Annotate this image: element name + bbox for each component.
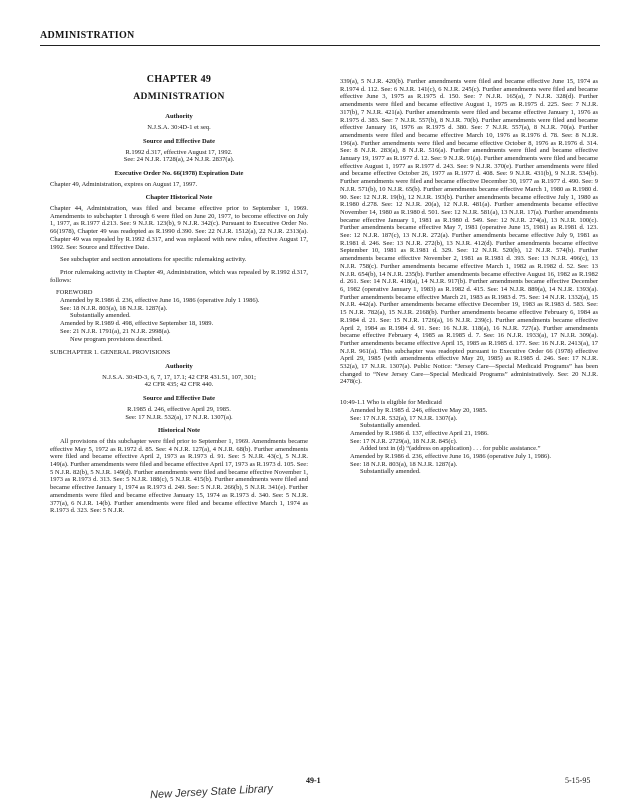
section-note: Amended by R.1985 d. 246, effective May 20, 1985.: [350, 406, 488, 414]
section-note: See: 17 N.J.R. 2729(a), 18 N.J.R. 845(c).: [350, 437, 458, 445]
left-column: [50, 76, 308, 515]
section-note: Substantially amended.: [360, 422, 421, 430]
header-rule: [40, 45, 600, 46]
foreword-entry: New program provisions described.: [70, 335, 163, 343]
exec-order-text: Chapter 49, Administration, expires on August 17, 1997.: [50, 180, 198, 188]
subchapter-source-line: See: 17 N.J.R. 532(a), 17 N.J.R. 1307(a).: [125, 413, 233, 421]
source-line: R.1992 d.317, effective August 17, 1992.: [125, 148, 233, 156]
subchapter-source-line: R.1985 d. 246, effective April 29, 1985.: [127, 405, 231, 413]
foreword-entry: See: 18 N.J.R. 803(a), 18 N.J.R. 1287(a).: [60, 304, 168, 312]
exec-order-heading: Executive Order No. 66(1978) Expiration Date: [114, 169, 244, 177]
section-note: Substantially amended.: [360, 468, 421, 476]
foreword-entry: Amended by R.1986 d. 236, effective June 16, 1986 (operative July 1 1986).: [60, 297, 260, 305]
subchapter-authority-heading: Authority: [165, 362, 193, 370]
chapter-historical-heading: Chapter Historical Note: [145, 194, 213, 202]
section-note: Amended by R.1986 d. 236, effective June 16, 1986 (operative July 1, 1986).: [350, 453, 551, 461]
supplement-date: 5-15-95: [565, 776, 591, 785]
section-note: Amended by R.1986 d. 137, effective April 21, 1986.: [350, 429, 489, 437]
see-supplement-text: See subchapter and section annotations for specific rulemaking activity.: [60, 256, 247, 264]
subchapter-authority-text: 42 CFR 435; 42 CFR 440.: [144, 381, 214, 389]
subchapter-authority-text: N.J.S.A. 30:4D-3, 6, 7, 17, 17.1; 42 CFR 431.51, 107, 301;: [102, 373, 256, 381]
section-note: See: 18 N.J.R. 803(a), 18 N.J.R. 1287(a).: [350, 460, 458, 468]
foreword-entry: Substantially amended.: [70, 312, 131, 320]
source-line: See: 24 N.J.R. 1728(a), 24 N.J.R. 2837(a).: [123, 156, 235, 164]
historical-note-continued: 339(a), 5 N.J.R. 420(b). Further amendments were filed and became effective June 15, 1974 as R.1974 d. 112. See: 6 N.J.R. 141(c), 6 N.J.R. 245(c). Further amendments were filed and became effective June 3, 1975 as R.1975 d. 150. See: 7 N.J.R. 165(a), 7 N.J.R. 328(d). Further amendments were filed and became effective August 1, 1975 as R.1975 d. 225. See: 7 N.J.R. 317(b), 7 N.J.R. 421(a). Further amendments were filed and became effective January 1, 1976 as R.1975 d. 383. See: 7 N.J.R. 557(b), 8 N.J.R. 70(b). Further amendments were filed and became effective January 16, 1976 as R.1975 d. 380. See: 7 N.J.R. 557(a), 8 N.J.R. 70(a). Further amendments were filed and became effective March 10, 1976 as R.1976 d. 78. See: 8 N.J.R. 196(a). Further amendments were filed and became effective October 8, 1976 as R.1976 d. 314. See: 8 N.J.R. 283(a), 8 N.J.R. 516(a). Further amendments were filed and became effective January 19, 1977 as R.1977 d. 12. See: 9 N.J.R. 91(a). Further amendments were filed and became effective August 1, 1977 as R.1977 d. 243. See: 9 N.J.R. 370(e). Further amendments were filed and became effective October 26, 1977 as R.1977 d. 408. See: 9 N.J.R. 431(b), 9 N.J.R. 534(b). Further amendments were filed and became effective December 30, 1977 as R.1977 d. 490. See: 9 N.J.R. 571(b), 10 N.J.R. 65(b). Further amendments became effective March 1, 1980 as R.1980 d. 90. See: 12 N.J.R. 19(b), 12 N.J.R. 193(b). Further amendments became effective July 1, 1980 as R.1980 d.278. See: 12 N.J.R. 20(a), 12 N.J.R. 481(a). Further amendments became effective November 14, 1980 as R.1980 d. 501. See: 12 N.J.R. 581(a), 13 N.J.R. 17(a). Further amendments became effective January 1, 1981 as R.1980 d. 549. See: 12 N.J.R. 274(a), 13 N.J.R. 100(c). Further amendments became effective May 7, 1981 (operative June 15, 1981) as R.1981 d. 123. See: 12 N.J.R. 187(c), 13 N.J.R. 272(a). Further amendments became effective July 9, 1981 as R.1981 d. 246. See: 13 N.J.R. 272(b), 13 N.J.R. 412(d). Further amendments became effective September 10, 1981 as R.1981 d. 329. See: 12 N.J.R. 520(b), 12 N.J.R. 574(b). Further amendments became effective November 2, 1981 as R.1981 d. 393. See: 13 N.J.R. 496(c), 13 N.J.R. 758(c). Further amendments became effective March 1, 1982 as R.1982 d. 52. See: 13 N.J.R. 654(b), 14 N.J.R. 235(b). Further amendments became effective August 16, 1982 as R.1982 d. 261. See: 14 N.J.R. 418(a), 14 N.J.R. 917(b). Further amendments became effective December 6, 1982 (operative January 1, 1983) as R.1982 d. 415. See: 14 N.J.R. 889(a), 14 N.J.R. 1393(a). Further amendments became effective March 21, 1983 as R.1983 d. 75. See: 14 N.J.R. 1332(a), 15 N.J.R. 442(a). Further amendments became effective December 19, 1983 as R.1983 d. 583. See: 15 N.J.R. 782(a), 15 N.J.R. 2168(b). Further amendments became effective February 6, 1984 as R.1984 d. 21. See: 15 N.J.R. 1726(a), 16 N.J.R. 239(c). Further amendments became effective April 2, 1984 as R.1984 d. 91. See: 16 N.J.R. 118(a), 16 N.J.R. 727(a). Further amendments became effective February 4, 1985 as R.1985 d. 7. See: 16 N.J.R. 1933(a), 17 N.J.R. 309(a). Further amendments became effective April 15, 1985 as R.1985 d. 177. See: 16 N.J.R. 2413(a), 17 N.J.R. 961(a). This subchapter was readopted pursuant to Executive Order 66 (1978) effective April 29, 1985 (with amendments effective May 20, 1985) as R.1985 d. 246. See: 17 N.J.R. 532(a), 17 N.J.R. 1307(a). Public Notice: “Jersey Care—Special Medicaid Programs” has been changed to “New Jersey Care—Special Medicaid Programs” administratively. See: 20 N.J.R. 2478(c).: [340, 78, 598, 386]
subchapter-title: SUBCHAPTER 1. GENERAL PROVISIONS: [50, 349, 171, 357]
right-column: [340, 78, 598, 476]
section-note: See: 17 N.J.R. 532(a), 17 N.J.R. 1307(a).: [350, 414, 458, 422]
historical-note-text: All provisions of this subchapter were filed prior to September 1, 1969. Amendments became effective May 5, 1972 as R.1972 d. 85. See: 4 N.J.R. 127(a), 4 N.J.R. 68(b). Further amendments were filed and became effective April 2, 1973 as R.1973 d. 91. See: 5 N.J.R. 43(c), 5 N.J.R. 149(a). Further amendments were filed and became effective April 17, 1973 as R.1973 d. 105. See: 5 N.J.R. 82(b), 5 N.J.R. 149(d). Further amendments were filed and became effective November 1, 1973 as R.1973 d. 313. See: 5 N.J.R. 188(c), 5 N.J.R. 415(b). Further amendments were filed and became effective January 1, 1974 as R.1973 d. 249. See: 5 N.J.R. 266(b), 5 N.J.R. 341(e). Further amendments were filed and became effective January 15, 1974 as R.1973 d. 340. See: 5 N.J.R. 377(a), 6 N.J.R. 14(b). Further amendments were filed and became effective March 1, 1974 as R.1973 d. 323. See: 5 N.J.R.: [50, 437, 308, 515]
section-note: Added text in (d) “(address on application) . . . for public assistance.”: [360, 445, 541, 453]
chapter-historical-text: Chapter 44, Administration, was filed and became effective prior to September 1, 1969. Amendments to subchapter 1 through 6 were filed on June 20, 1977, to become effective on July 1, 1977, as R.1977 d.213. See: 9 N.J.R. 123(b), 9 N.J.R. 342(c). Pursuant to Executive Order No. 66(1978), Chapter 49 was readopted as R.1990 d.390. See: 22 N.J.R. 1512(a), 22 N.J.R. 2313(a). Chapter 49 was repealed by R.1992 d.317, and was replaced with new rules, effective August 17, 1992. See: Source and Effective Date.: [50, 205, 308, 251]
chapter-title: ADMINISTRATION: [133, 91, 225, 102]
foreword-entry: Amended by R.1989 d. 498, effective September 18, 1989.: [60, 320, 214, 328]
subchapter-source-heading: Source and Effective Date: [143, 395, 215, 403]
prior-rulemaking-text: Prior rulemaking activity in Chapter 49, Administration, which was repealed by R.1992 d.317, follows:: [50, 268, 308, 284]
chapter-number: CHAPTER 49: [146, 74, 212, 85]
historical-note-heading: Historical Note: [157, 427, 201, 435]
running-header: ADMINISTRATION: [40, 30, 135, 41]
library-stamp: New Jersey State Library: [149, 782, 274, 801]
foreword-heading: FOREWORD: [56, 289, 93, 297]
authority-text: N.J.S.A. 30:4D-1 et seq.: [147, 124, 211, 132]
page-number: 49-1: [306, 776, 321, 785]
source-heading: Source and Effective Date: [143, 137, 215, 145]
authority-heading: Authority: [165, 113, 193, 121]
foreword-entry: See: 21 N.J.R. 1791(a), 21 N.J.R. 2998(a).: [60, 327, 171, 335]
section-title: 10:49-1.1 Who is eligible for Medicaid: [340, 399, 442, 407]
